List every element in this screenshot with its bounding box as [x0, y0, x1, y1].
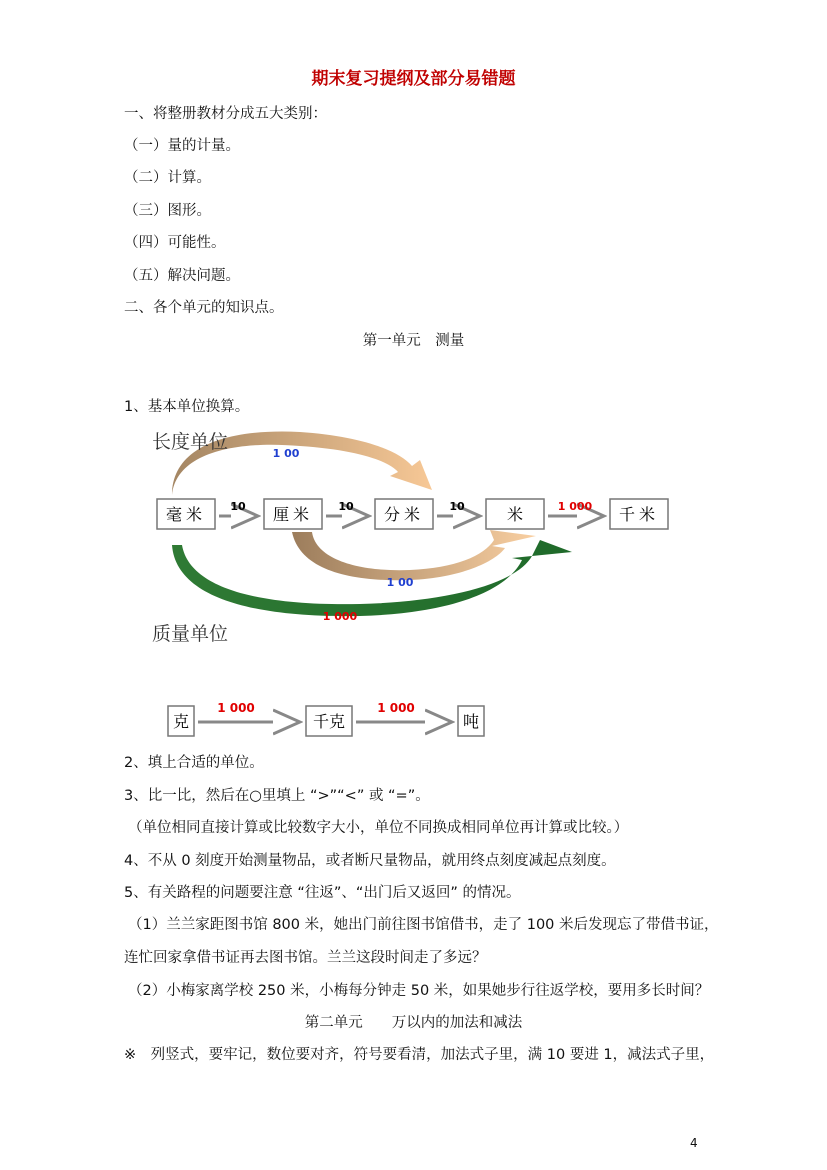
page-title: 期末复习提纲及部分易错题 [311, 69, 516, 89]
unit1-point1: 1、基本单位换算。 [124, 399, 250, 415]
point-item: 2、填上合适的单位。 [124, 755, 264, 771]
arc-bottom-label: 1 000 [322, 610, 358, 623]
unit2-note: ※ 列竖式，要牢记，数位要对齐，符号要看清，加法式子里，满 10 要进 1，减法式子里， [124, 1047, 715, 1063]
category-item: （五）解决问题。 [124, 268, 240, 284]
unit1-title: 第一单元 测量 [362, 333, 465, 349]
step-label: 10 [230, 500, 246, 513]
arc-mid-arrow [292, 530, 536, 580]
word-problem: （1）兰兰家距图书馆 800 米，她出门前往图书馆借书，走了 100 米后发现忘了带借书证， [128, 917, 719, 933]
mass-box-g: 克 [172, 712, 190, 731]
word-problem: （2）小梅家离学校 250 米，小梅每分钟走 50 米，如果她步行往返学校，要用多长时间？ [128, 983, 710, 999]
arc-top-label: 1 00 [272, 447, 300, 460]
step-label: 10 [449, 500, 465, 513]
step-label: 10 [338, 500, 354, 513]
category-item: （三）图形。 [124, 203, 211, 219]
length-unit-diagram [0, 420, 827, 750]
point-item: 5、有关路程的问题要注意 “往返”、“出门后又返回” 的情况。 [124, 885, 521, 901]
word-problem-cont: 连忙回家拿借书证再去图书馆。兰兰这段时间走了多远？ [124, 950, 487, 966]
category-item: （二）计算。 [124, 170, 211, 186]
section2-heading: 二、各个单元的知识点。 [124, 300, 284, 316]
category-item: （一）量的计量。 [124, 138, 240, 154]
point-note: （单位相同直接计算或比较数字大小，单位不同换成相同单位再计算或比较。） [128, 820, 629, 836]
unit-box-m: 米 [506, 505, 524, 524]
length-units-label: 长度单位 [152, 431, 229, 453]
arc-mid-label: 1 00 [386, 576, 414, 589]
point-item: 3、比一比，然后在○里填上 “>”“<” 或 “=”。 [124, 788, 430, 804]
mass-units-label: 质量单位 [152, 623, 229, 645]
mass-box-kg: 千克 [312, 712, 346, 731]
section1-heading: 一、将整册教材分成五大类别： [124, 106, 327, 122]
page-number: 4 [690, 1136, 698, 1150]
unit2-title: 第二单元 万以内的加法和减法 [304, 1015, 523, 1031]
unit-box-km: 千米 [618, 505, 660, 524]
mass-step-label: 1 000 [217, 701, 255, 715]
mass-box-t: 吨 [462, 712, 480, 731]
mass-step-label: 1 000 [377, 701, 415, 715]
point-item: 4、不从 0 刻度开始测量物品，或者断尺量物品，就用终点刻度减起点刻度。 [124, 853, 616, 869]
category-item: （四）可能性。 [124, 235, 226, 251]
unit-box-cm: 厘米 [272, 505, 314, 524]
unit-box-mm: 毫米 [165, 505, 207, 524]
step-label-red: 1 000 [557, 500, 593, 513]
unit-box-dm: 分米 [383, 505, 425, 524]
